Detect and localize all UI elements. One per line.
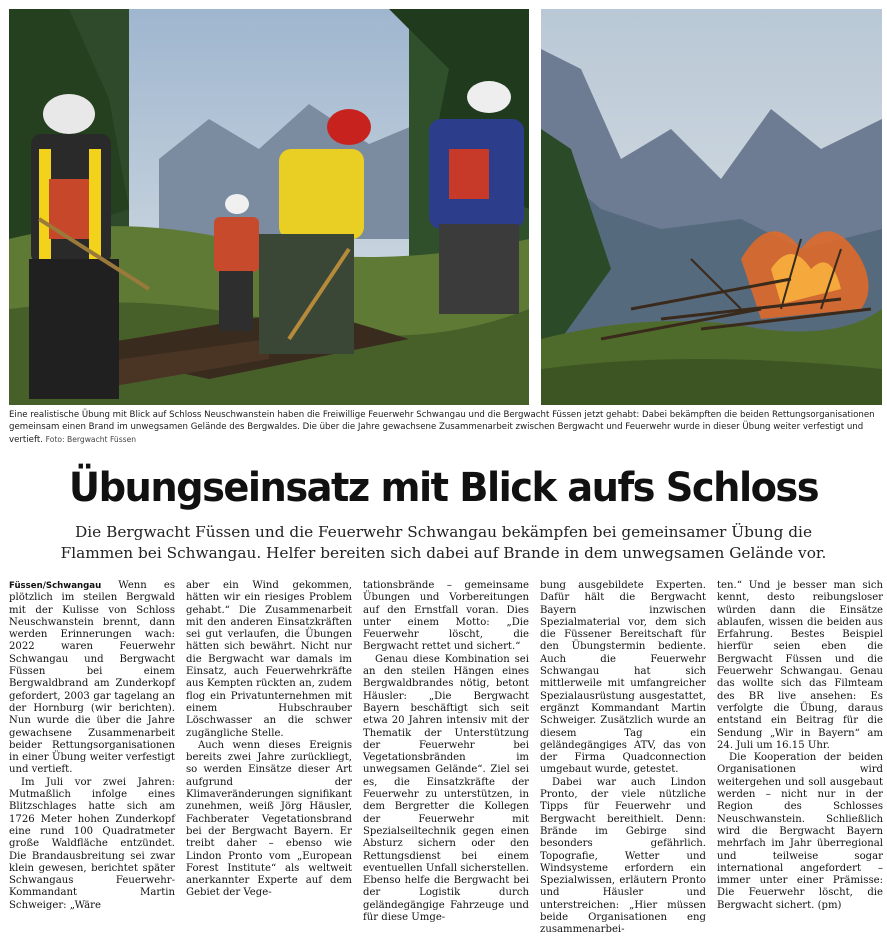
firefighters-photo-illustration xyxy=(9,9,529,405)
article-column-1 xyxy=(9,580,175,911)
paragraph: Die Kooperation der beiden Organisationen wird weitergehen und soll ausgebaut werden – nicht nur in der Region des Schlosses Neuschwanstein. Schließlich wird die Bergwacht Bayern mehrfach im Jahr überregional und teilweise sogar international angefordert – immer unter einer Prämisse: Die Feuerwehr löscht, die Bergwacht sichert. (pm) xyxy=(717,752,883,911)
paragraph: Dabei war auch Lindon Pronto, der viele nützliche Tipps für Feuerwehr und Bergwacht bereithielt. Denn: Brände im Gebirge sind besonders gefährlich. Topografie, Wetter und Windsysteme erfordern ein Spezialwissen, erläutern Pronto und Häusler und unterstreichen: „Hier müssen beide Organisationen eng zusammenarbei- xyxy=(540,776,706,936)
article-body xyxy=(9,580,884,936)
article-subheadline: Die Bergwacht Füssen und die Feuerwehr Schwangau bekämpfen bei gemeinsamer Übung die Flammen bei Schwangau. Helfer bereiten sich dabei auf Brande in dem unwegsamen Gelände vor. xyxy=(60,523,827,562)
photo-firefighters-exercise xyxy=(9,9,529,405)
paragraph xyxy=(9,580,175,777)
paragraph: Auch wenn dieses Ereignis bereits zwei Jahre zurückliegt, so werden Einsätze dieser Art aufgrund der Klimaveränderungen signifikant zunehmen, weiß Jörg Häusler, Fachberater Vegetationsbrand bei der Bergwacht Bayern. Er treibt daher – ebenso wie Lindon Pronto vom „European Forest Institute“ als weltweit anerkannter Experte auf dem Gebiet der Vege- xyxy=(186,739,352,899)
paragraph: ten.“ Und je besser man sich kennt, desto reibungsloser würden dann die Einsätze ablaufen, wissen die beiden aus Erfahrung. Bestes Beispiel hierfür seien eben die Bergwacht Füssen und die Feuerwehr Schwangau. Genau das wollte sich das Filmteam des BR live ansehen: Es verfolgte die Übung, daraus entstand ein Beitrag für die Sendung „Wir in Bayern“ am 24. Juli um 16.15 Uhr. xyxy=(717,580,883,751)
article-column-3 xyxy=(363,580,529,924)
caption-text: Eine realistische Übung mit Blick auf Schloss Neuschwanstein haben die Freiwillige Feuerwehr Schwangau und die Bergwacht Füssen jetzt gehabt: Dabei bekämpften die beiden Rettungsorganisationen gemeinsam einen Brand im unwegsamen Gelände des Bergwaldes. Die über die Jahre gewachsene Zusammenarbeit zwischen Bergwacht und Feuerwehr wurde in dieser Übung weiter verfestigt und vertieft. xyxy=(9,410,875,445)
article-headline: Übungseinsatz mit Blick aufs Schloss xyxy=(68,465,819,511)
paragraph: tationsbrände – gemeinsame Übungen und Vorbereitungen auf den Ernstfall voran. Dies unter einem Motto: „Die Feuerwehr löscht, die Bergwacht rettet und sichert.“ xyxy=(363,580,529,653)
paragraph: aber ein Wind gekommen, hätten wir ein riesiges Problem gehabt.“ Die Zusammenarbeit mit den anderen Einsatzkräften sei gut verlaufen, die Übungen hätten sich bewährt. Nicht nur die Bergwacht war damals im Einsatz, auch Feuerwehrkräfte aus Kempten rückten an, zudem flog ein Privatunternehmen mit einem Hubschrauber Löschwasser an die schwer zugängliche Stelle. xyxy=(186,580,352,739)
paragraph: Im Juli vor zwei Jahren: Mutmaßlich infolge eines Blitzschlages hatte sich am 1726 Meter hohen Zunderkopf eine rund 100 Quadratmeter große Waldfläche entzündet. Die Brandausbreitung sei zwar klein gewesen, berichtet später Schwangaus Feuerwehr-Kommandant Martin Schweiger: „Wäre xyxy=(9,776,175,911)
paragraph-text: Wenn es plötzlich im steilen Bergwald mit der Kulisse von Schloss Neuschwanstein brennt, dann werden Erinnerungen wach: 2022 waren Feuerwehr Schwangau und Bergwacht Füssen bei einem Bergwaldbrand am Zunderkopf gefordert, 2003 gar tagelang an der Hornburg (wir berichten). Nun wurde die über die Jahre gewachsene Zusammenarbeit beider Rettungsorganisationen in einer Übung weiter verfestigt und vertieft. xyxy=(9,580,175,776)
paragraph: bung ausgebildete Experten. Dafür hält die Bergwacht Bayern inzwischen Spezialmaterial vor, dem sich die Füssener Bereitschaft für den Übungstermin bediente. Auch die Feuerwehr Schwangau hat sich mittlerweile mit umfangreicher Spezialausrüstung ausgestattet, ergänzt Kommandant Martin Schweiger. Zusätzlich wurde an diesem Tag ein geländegängiges ATV, das von der Firma Quadconnection umgebaut wurde, getestet. xyxy=(540,580,706,776)
photo-credit: Foto: Bergwacht Füssen xyxy=(45,434,137,444)
forest-fire-photo-illustration xyxy=(541,9,882,405)
paragraph: Genau diese Kombination sei an den steilen Hängen eines Bergwaldbrandes nötig, betont Häusler: „Die Bergwacht Bayern beschäftigt sich seit etwa 20 Jahren intensiv mit der Thematik der Unterstützung der Feuerwehr bei Vegetationsbränden im unwegsamen Gelände“. Ziel sei es, die Einsatzkräfte der Feuerwehr zu unterstützen, in dem Bergretter die Kollegen der Feuerwehr mit Spezialseiltechnik gegen einen Absturz sichern oder den Rettungsdienst bei einem eventuellen Unfall sicherstellen. Ebenso helfe die Bergwacht bei der Logistik durch geländegängige Fahrzeuge und für diese Umge- xyxy=(363,653,529,924)
photo-caption xyxy=(9,409,881,446)
article-column-5 xyxy=(717,580,883,911)
photo-forest-fire xyxy=(541,9,882,405)
dateline: Füssen/Schwangau xyxy=(9,581,102,591)
article-column-2 xyxy=(186,580,352,899)
article-column-4 xyxy=(540,580,706,936)
